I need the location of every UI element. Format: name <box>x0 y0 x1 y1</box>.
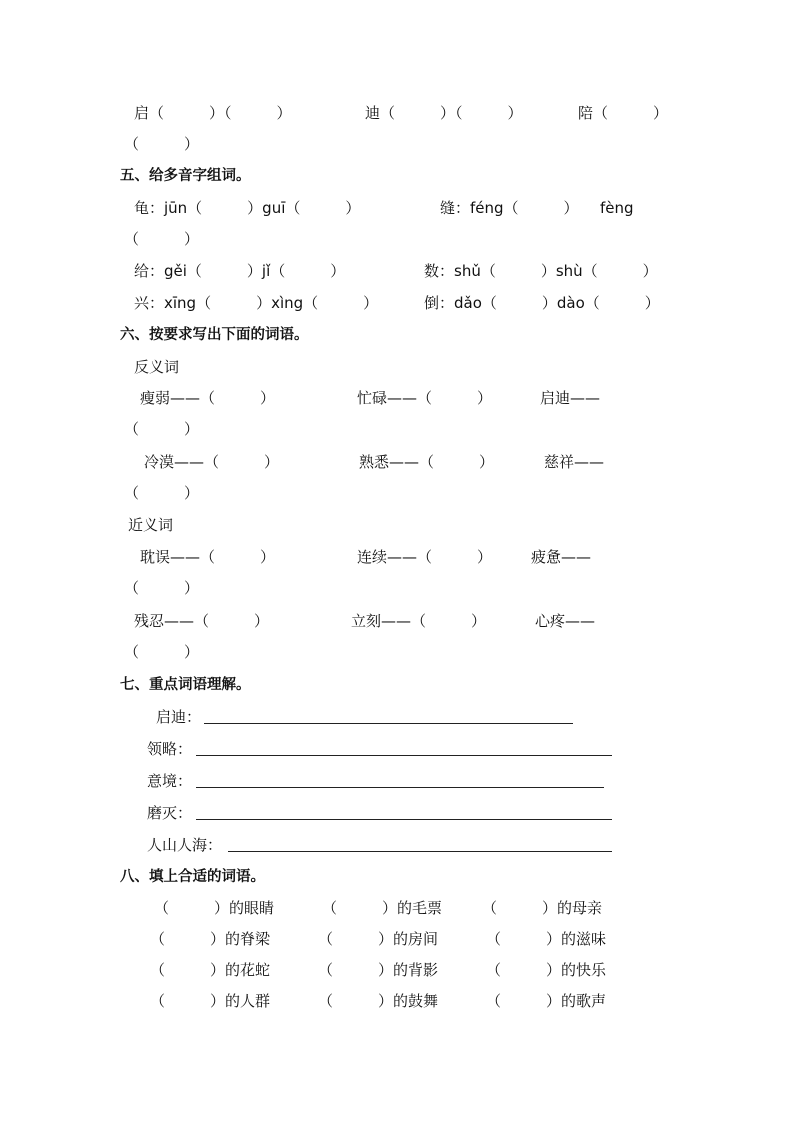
s8-r3-c3: （ ）的快乐 <box>486 961 607 979</box>
s5-row1-item-1: 龟：jūn（ ）guī（ ） <box>134 199 361 217</box>
s7-answer-line-3[interactable] <box>196 787 604 788</box>
s8-r4-c1: （ ）的人群 <box>150 992 271 1010</box>
s4-row2: （ ） <box>124 135 200 153</box>
s7-term-4: 磨灭： <box>147 804 193 822</box>
s7-answer-line-5[interactable] <box>228 851 612 852</box>
s8-r3-c2: （ ）的背影 <box>318 961 439 979</box>
s5-row3-item-2: 数：shǔ（ ）shù（ ） <box>424 262 658 280</box>
s5-row1-item-3: fèng <box>600 199 634 217</box>
s7-term-2: 领略： <box>147 740 193 758</box>
s7-heading: 七、重点词语理解。 <box>120 677 251 693</box>
s5-row4-item-1: 兴：xīng（ ）xìng（ ） <box>134 294 379 312</box>
s8-r2-c3: （ ）的滋味 <box>486 930 607 948</box>
s6-synonyms-label: 近义词 <box>128 516 174 534</box>
s6-row6: （ ） <box>124 579 200 597</box>
s5-row3-item-1: 给：gěi（ ）jǐ（ ） <box>134 262 346 280</box>
s5-row1-item-2: 缝：féng（ ） <box>440 199 579 217</box>
s8-heading: 八、填上合适的词语。 <box>120 869 265 885</box>
s4-row1-item-3: 陪（ ） <box>578 104 669 122</box>
s8-r1-c3: （ ）的母亲 <box>482 899 603 917</box>
s6-row4: （ ） <box>124 484 200 502</box>
s8-r2-c1: （ ）的脊梁 <box>150 930 271 948</box>
s6-row7-item-1: 残忍——（ ） <box>134 612 270 630</box>
s6-row7-item-2: 立刻——（ ） <box>351 612 487 630</box>
s4-row1-item-2: 迪（ ）（ ） <box>365 104 523 122</box>
s6-row3-item-2: 熟悉——（ ） <box>359 453 495 471</box>
s8-r4-c2: （ ）的鼓舞 <box>318 992 439 1010</box>
s4-row1-item-1: 启（ ）（ ） <box>134 104 292 122</box>
s6-heading: 六、按要求写出下面的词语。 <box>120 327 309 343</box>
s6-row3-item-1: 冷漠——（ ） <box>144 453 280 471</box>
s6-row1-item-2: 忙碌——（ ） <box>357 389 493 407</box>
s6-row8: （ ） <box>124 643 200 661</box>
s6-row1-item-1: 瘦弱——（ ） <box>140 389 276 407</box>
s6-antonyms-label: 反义词 <box>134 358 180 376</box>
s6-row2: （ ） <box>124 420 200 438</box>
s6-row5-item-3: 疲惫—— <box>531 548 592 566</box>
s6-row3-item-3: 慈祥—— <box>544 453 605 471</box>
s6-row7-item-3: 心疼—— <box>535 612 596 630</box>
s7-term-3: 意境： <box>147 772 193 790</box>
s5-row2: （ ） <box>124 230 200 248</box>
s7-answer-line-1[interactable] <box>204 723 573 724</box>
s6-row1-item-3: 启迪—— <box>540 389 601 407</box>
s8-r4-c3: （ ）的歌声 <box>486 992 607 1010</box>
s5-row4-item-2: 倒：dǎo（ ）dào（ ） <box>424 294 660 312</box>
s8-r3-c1: （ ）的花蛇 <box>150 961 271 979</box>
s7-term-5: 人山人海： <box>147 836 223 854</box>
s7-term-1: 启迪： <box>156 708 202 726</box>
s7-answer-line-2[interactable] <box>196 755 612 756</box>
s8-r1-c1: （ ）的眼睛 <box>154 899 275 917</box>
s6-row5-item-1: 耽误——（ ） <box>140 548 276 566</box>
s8-r2-c2: （ ）的房间 <box>318 930 439 948</box>
s7-answer-line-4[interactable] <box>196 819 612 820</box>
s8-r1-c2: （ ）的毛票 <box>322 899 443 917</box>
s5-heading: 五、给多音字组词。 <box>120 168 251 184</box>
s6-row5-item-2: 连续——（ ） <box>357 548 493 566</box>
